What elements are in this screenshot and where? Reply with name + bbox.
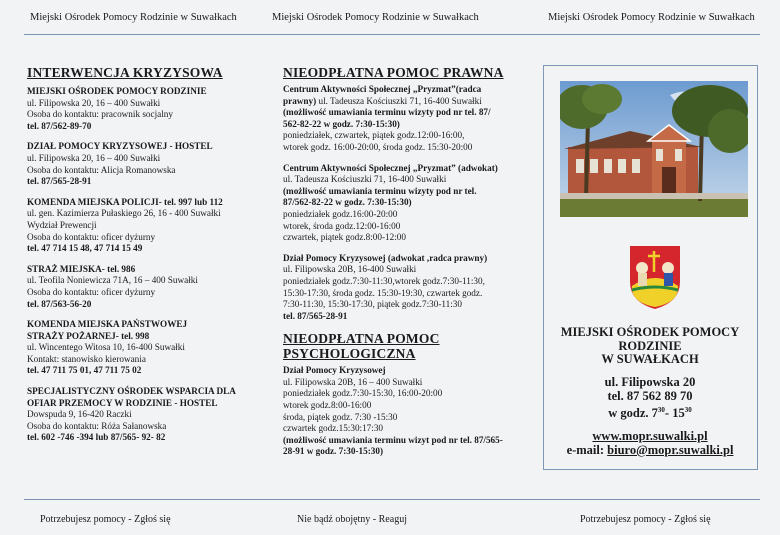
- contact-phone: tel. 87/565-28-91: [27, 176, 92, 187]
- contact-phone: tel. 602 -746 -394 lub 87/565- 92- 82: [27, 432, 166, 443]
- email-link[interactable]: biuro@mopr.suwalki.pl: [607, 443, 734, 457]
- contact-block-hostel: [27, 141, 267, 187]
- org-online: [544, 429, 756, 457]
- psych-hours: poniedziałek godz.7:30-15:30, 16:00-20:00: [283, 388, 443, 399]
- legal-place-name: Centrum Aktywności Społecznej „Pryzmat” (adwokat): [283, 162, 498, 173]
- org-name: [544, 326, 756, 367]
- legal-hours: poniedziałek godz.7:30-11:30,wtorek godz.7:30-11:30,: [283, 275, 485, 286]
- contact-line: ul. Teofila Noniewicza 71A, 16 – 400 Suwałki: [27, 275, 198, 286]
- contact-name: DZIAŁ POMOCY KRYZYSOWEJ - HOSTEL: [27, 141, 213, 152]
- contact-phone: tel. 47 714 15 48, 47 714 15 49: [27, 243, 143, 254]
- crisis-title: INTERWENCJA KRYZYSOWA: [27, 65, 223, 80]
- org-name-line: MIEJSKI OŚRODEK POMOCY: [560, 325, 740, 339]
- org-hours-to-minutes: 30: [684, 406, 692, 414]
- legal-hours: wtorek godz. 16:00-20:00, środa godz. 15:30-20:00: [283, 141, 473, 152]
- legal-hours: 7:30-11:30, 15:30-17:30, piątek godz.7:30-11:30: [283, 299, 462, 310]
- psych-hours: środa, piątek godz. 7:30 -15:30: [283, 411, 398, 422]
- org-name-line: RODZINIE: [618, 338, 682, 353]
- left-column: [27, 65, 267, 453]
- contact-name: STRAŻ MIEJSKA- tel. 986: [27, 263, 136, 274]
- psych-registration: (możliwość umawiania terminu wizyt pod nr tel. 87/565-28-91 w godz. 7:30-15:30): [283, 434, 503, 457]
- legal-hours: poniedziałek godz.16:00-20:00: [283, 208, 398, 219]
- legal-place-address: ul. Tadeusza Kościuszki 71, 16-400 Suwałki: [283, 174, 447, 185]
- legal-hours: poniedziałek, czwartek, piątek godz.12:00-16:00,: [283, 130, 465, 141]
- footer-left: Potrzebujesz pomocy - Zgłoś się: [40, 514, 171, 525]
- legal-place-name: Dział Pomocy Kryzysowej (adwokat ,radca prawny): [283, 252, 488, 263]
- footer-center: Nie bądź obojętny - Reaguj: [297, 514, 407, 525]
- contact-line: ul. Filipowska 20, 16 – 400 Suwałki: [27, 97, 161, 108]
- building-photo: [560, 81, 748, 217]
- psych-hours: czwartek godz.15:30:17:30: [283, 423, 384, 434]
- org-address: ul. Filipowska 20: [604, 375, 696, 389]
- psych-aid-block: [283, 365, 505, 458]
- contact-block-police: [27, 197, 267, 255]
- header-right: Miejski Ośrodek Pomocy Rodzinie w Suwałkach: [548, 12, 755, 23]
- legal-registration: (możliwość umawiania terminu wizyty pod nr tel. 87/ 562-82-22 w godz. 7:30-15:30): [283, 107, 491, 129]
- legal-hours: wtorek, środa godz.12:00-16:00: [283, 220, 401, 231]
- legal-aid-title: NIEODPŁATNA POMOC PRAWNA: [283, 65, 504, 80]
- legal-phone: tel. 87/565-28-91: [283, 310, 348, 321]
- contact-line: Osoba do kontaktu: oficer dyżurny: [27, 231, 156, 242]
- header-center: Miejski Ośrodek Pomocy Rodzinie w Suwałkach: [272, 12, 479, 23]
- psych-hours: wtorek godz.8:00-16:00: [283, 400, 372, 411]
- psych-place-address: ul. Filipowska 20B, 16 – 400 Suwałki: [283, 376, 423, 387]
- contact-line: Osoba do kontaktu: Alicja Romanowska: [27, 164, 176, 175]
- middle-column: [283, 65, 505, 458]
- legal-place-address: ul. Filipowska 20B, 16-400 Suwałki: [283, 264, 417, 275]
- legal-registration: (możliwość umawiania terminu wizyty pod nr tel. 87/562-82-22 w godz. 7:30-15:30): [283, 185, 477, 208]
- contact-line: ul. Wincentego Witosa 10, 16-400 Suwałki: [27, 342, 185, 353]
- contact-name: KOMENDA MIEJSKA POLICJI- tel. 997 lub 112: [27, 196, 223, 207]
- contact-block-support-center: [27, 386, 267, 444]
- org-hours-prefix: w godz. 7: [608, 406, 658, 421]
- contact-block-city-guard: [27, 264, 267, 310]
- org-phone: tel. 87 562 89 70: [607, 389, 693, 403]
- header-left: Miejski Ośrodek Pomocy Rodzinie w Suwałkach: [30, 12, 237, 23]
- org-hours-from-minutes: 30: [657, 406, 665, 414]
- website-link[interactable]: www.mopr.suwalki.pl: [592, 429, 708, 443]
- footer-right: Potrzebujesz pomocy - Zgłoś się: [580, 514, 711, 525]
- contact-line: Osoba do kontaktu: Róża Sałanowska: [27, 420, 167, 431]
- contact-line: Dowspuda 9, 16-420 Raczki: [27, 409, 132, 420]
- legal-aid-block-radca: [283, 84, 505, 154]
- contact-phone: tel. 87/563-56-20: [27, 298, 92, 309]
- contact-phone: tel. 47 711 75 01, 47 711 75 02: [27, 365, 142, 376]
- legal-aid-block-crisis-dept: [283, 253, 505, 323]
- header-divider: [24, 34, 760, 35]
- org-hours-separator: - 15: [664, 406, 685, 421]
- contact-line: Wydział Prewencji: [27, 219, 97, 230]
- legal-hours: 15:30-17:30, środa godz. 15:30-19:30, czwartek godz.: [283, 287, 483, 298]
- psych-aid-title: NIEODPŁATNA POMOC PSYCHOLOGICZNA: [283, 331, 440, 362]
- org-hours: [544, 403, 756, 420]
- legal-aid-block-adwokat: [283, 163, 505, 244]
- legal-hours: czwartek, piątek godz.8:00-12:00: [283, 232, 406, 243]
- contact-name: KOMENDA MIEJSKA PAŃSTWOWEJ STRAŻY POŻARNEJ- tel. 998: [27, 319, 188, 341]
- psych-place-name: Dział Pomocy Kryzysowej: [283, 365, 386, 376]
- contact-line: ul. Filipowska 20, 16 – 400 Suwałki: [27, 152, 161, 163]
- coat-of-arms-icon: [630, 246, 680, 309]
- contact-block-fire-service: [27, 319, 267, 377]
- footer-divider: [24, 499, 760, 500]
- legal-place-address: ul. Tadeusza Kościuszki 71, 16-400 Suwałki: [316, 95, 482, 106]
- contact-name: SPECJALISTYCZNY OŚRODEK WSPARCIA DLA OFIAR PRZEMOCY W RODZINIE - HOSTEL: [27, 386, 236, 408]
- org-contact: [544, 375, 756, 420]
- contact-line: ul. gen. Kazimierza Pułaskiego 26, 16 - 400 Suwałki: [27, 208, 221, 219]
- contact-line: Kontakt: stanowisko kierowania: [27, 353, 146, 364]
- contact-line: Osoba do kontaktu: oficer dyżurny: [27, 286, 156, 297]
- org-name-line: W SUWAŁKACH: [601, 352, 699, 366]
- contact-line: Osoba do kontaktu: pracownik socjalny: [27, 109, 173, 120]
- contact-block-mopr: [27, 86, 267, 132]
- contact-phone: tel. 87/562-89-70: [27, 120, 92, 131]
- legal-place-name: Centrum Aktywności Społecznej „Pryzmat”(radca prawny): [283, 84, 482, 106]
- contact-name: MIEJSKI OŚRODEK POMOCY RODZINIE: [27, 86, 207, 96]
- contact-panel: [543, 65, 758, 470]
- email-label: e-mail:: [566, 443, 608, 457]
